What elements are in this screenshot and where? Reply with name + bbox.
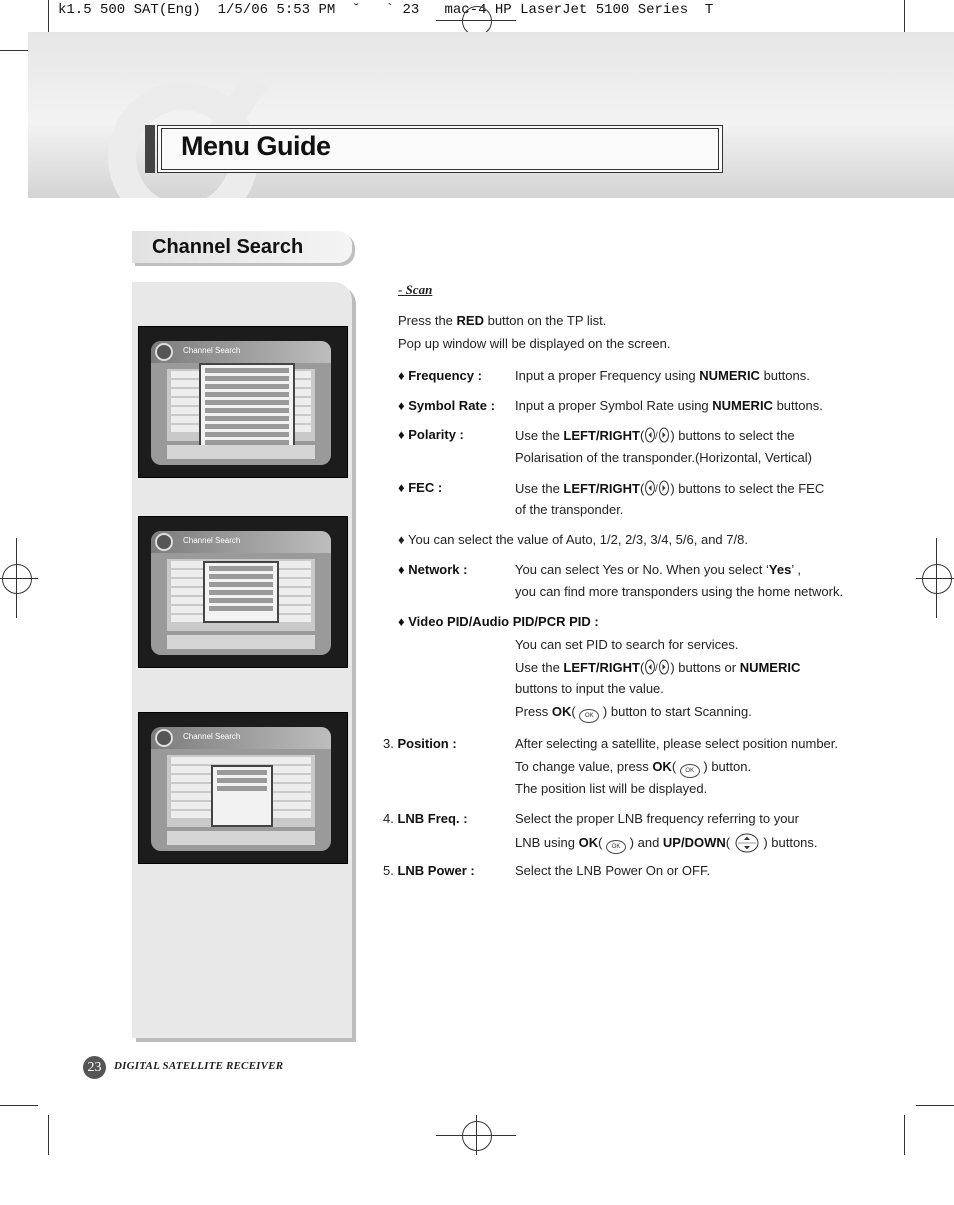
network-desc-2: you can find more transponders using the home network. bbox=[515, 584, 844, 599]
registration-mark bbox=[922, 564, 952, 594]
registration-mark-line bbox=[476, 1115, 477, 1155]
page-number: 23 bbox=[83, 1056, 106, 1079]
pid-desc-1: You can set PID to search for services. bbox=[515, 637, 739, 652]
tv-screen bbox=[151, 727, 331, 851]
section-header bbox=[132, 231, 352, 263]
registration-mark bbox=[462, 1121, 492, 1151]
frequency-desc: Input a proper Frequency using NUMERIC buttons. bbox=[515, 368, 810, 383]
position-item: 3. Position : bbox=[383, 736, 457, 751]
tv-screen bbox=[151, 341, 331, 465]
intro-line-2: Pop up window will be displayed on the screen. bbox=[398, 336, 671, 351]
screenshot-lnb-freq bbox=[138, 516, 348, 668]
left-right-buttons-icon bbox=[644, 480, 670, 496]
fec-label: ♦ FEC : bbox=[398, 480, 443, 495]
lnb-freq-desc-1: Select the proper LNB frequency referring to your bbox=[515, 811, 799, 826]
section-title: Channel Search bbox=[152, 236, 304, 258]
registration-mark-line bbox=[16, 538, 17, 618]
screen-header bbox=[151, 531, 331, 553]
ok-button-icon: OK bbox=[680, 764, 700, 778]
polarity-label: ♦ Polarity : bbox=[398, 427, 464, 442]
pid-desc-2: Use the LEFT/RIGHT( / ) buttons or NUMERIC bbox=[515, 660, 801, 675]
scan-heading: - Scan bbox=[398, 282, 433, 297]
crop-mark bbox=[916, 1105, 954, 1106]
footer-title: DIGITAL SATELLITE RECEIVER bbox=[114, 1060, 284, 1072]
header-banner bbox=[28, 32, 954, 198]
position-desc-3: The position list will be displayed. bbox=[515, 781, 708, 796]
screen-title: Channel Search bbox=[183, 732, 241, 741]
svg-text:/: / bbox=[655, 663, 659, 674]
fec-values-note: ♦ You can select the value of Auto, 1/2, 2/3, 3/4, 5/6, and 7/8. bbox=[398, 532, 748, 547]
symbol-rate-desc: Input a proper Symbol Rate using NUMERIC buttons. bbox=[515, 398, 823, 413]
frequency-label: ♦ Frequency : bbox=[398, 368, 482, 383]
print-slug-line: k1.5 500 SAT(Eng) 1/5/06 5:53 PM ˘ ` 23 mac-4 HP LaserJet 5100 Series T bbox=[58, 2, 714, 18]
ok-button-icon: OK bbox=[579, 709, 599, 723]
screenshot-scan-popup bbox=[138, 326, 348, 478]
lnb-power-item: 5. LNB Power : bbox=[383, 863, 475, 878]
screen-title: Channel Search bbox=[183, 536, 241, 545]
position-desc-2: To change value, press OK( OK ) button. bbox=[515, 759, 751, 778]
lnb-power-desc: Select the LNB Power On or OFF. bbox=[515, 863, 711, 878]
svg-text:/: / bbox=[655, 484, 659, 495]
fec-desc-2: of the transponder. bbox=[515, 502, 624, 517]
lnb-power-list bbox=[211, 765, 273, 827]
screen-header bbox=[151, 341, 331, 363]
screen-logo-icon bbox=[155, 533, 173, 551]
symbol-rate-label: ♦ Symbol Rate : bbox=[398, 398, 495, 413]
pid-label: ♦ Video PID/Audio PID/PCR PID : bbox=[398, 614, 599, 629]
lnb-freq-list bbox=[203, 561, 279, 623]
svg-text:/: / bbox=[655, 431, 659, 442]
polarity-desc-2: Polarisation of the transponder.(Horizontal, Vertical) bbox=[515, 450, 812, 465]
left-right-buttons-icon bbox=[644, 427, 670, 443]
page-title: Menu Guide bbox=[181, 131, 331, 161]
ok-button-icon: OK bbox=[606, 840, 626, 854]
screen-header bbox=[151, 727, 331, 749]
lnb-freq-item: 4. LNB Freq. : bbox=[383, 811, 468, 826]
pid-desc-3: buttons to input the value. bbox=[515, 681, 664, 696]
lnb-freq-desc-2: LNB using OK( OK ) and UP/DOWN( ) buttons. bbox=[515, 833, 818, 854]
registration-mark-line bbox=[916, 578, 954, 579]
registration-mark-line bbox=[0, 578, 38, 579]
crop-mark bbox=[0, 1105, 38, 1106]
page-title-box bbox=[145, 125, 723, 173]
screen-footer bbox=[167, 831, 315, 845]
intro-line-1: Press the RED button on the TP list. bbox=[398, 313, 607, 328]
crop-mark bbox=[904, 1115, 905, 1155]
screen-logo-icon bbox=[155, 343, 173, 361]
registration-mark-line bbox=[936, 538, 937, 618]
screen-title: Channel Search bbox=[183, 346, 241, 355]
registration-mark bbox=[2, 564, 32, 594]
network-label: ♦ Network : bbox=[398, 562, 468, 577]
position-desc-1: After selecting a satellite, please select position number. bbox=[515, 736, 839, 751]
pid-desc-4: Press OK( OK ) button to start Scanning. bbox=[515, 704, 752, 723]
screenshot-lnb-power bbox=[138, 712, 348, 864]
screen-footer bbox=[167, 635, 315, 649]
up-down-buttons-icon bbox=[734, 833, 760, 853]
screen-logo-icon bbox=[155, 729, 173, 747]
left-right-buttons-icon bbox=[644, 659, 670, 675]
tv-screen bbox=[151, 531, 331, 655]
fec-desc: Use the LEFT/RIGHT( / ) buttons to select the FEC bbox=[515, 481, 825, 496]
registration-mark-line bbox=[436, 20, 516, 21]
crop-mark bbox=[48, 1115, 49, 1155]
polarity-desc: Use the LEFT/RIGHT( / ) buttons to select the bbox=[515, 428, 795, 443]
title-accent bbox=[145, 125, 155, 173]
screen-footer bbox=[167, 445, 315, 459]
network-desc: You can select Yes or No. When you select ‘Yes’ , bbox=[515, 562, 801, 577]
